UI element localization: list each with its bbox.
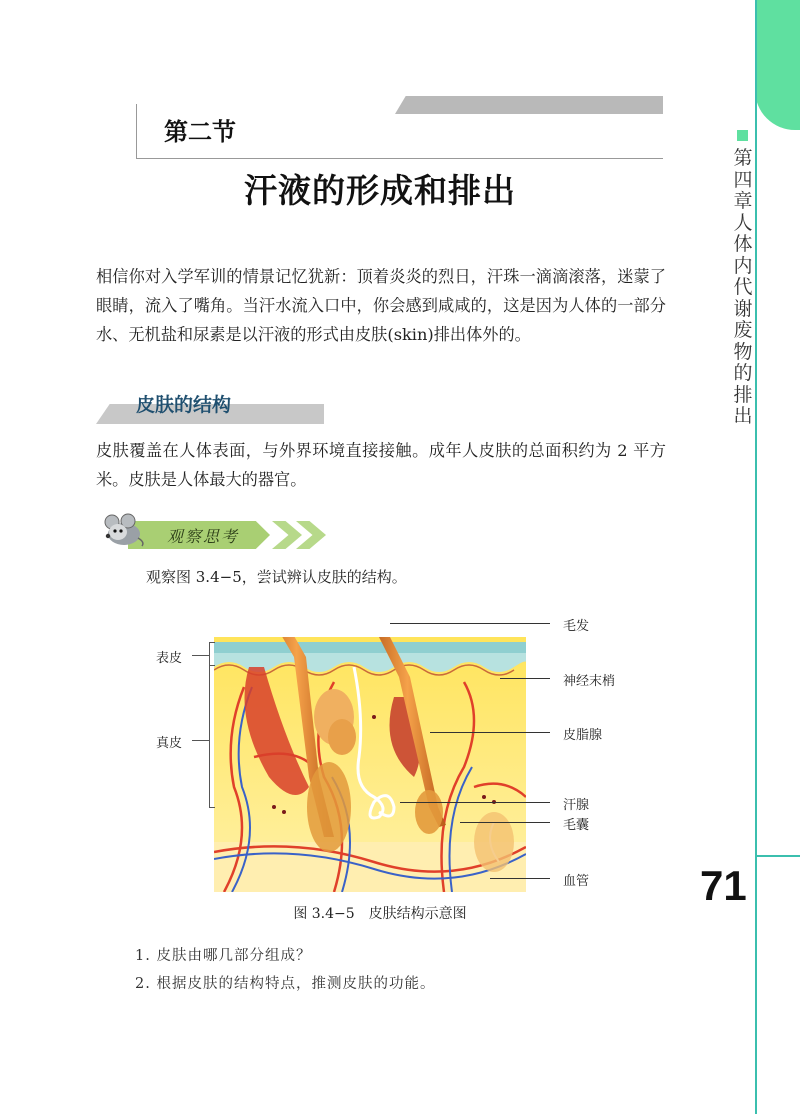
label-sweat-gland: 汗腺 bbox=[563, 798, 590, 813]
leader-line bbox=[430, 732, 550, 733]
leader-line bbox=[490, 878, 550, 879]
leader-line bbox=[460, 822, 550, 823]
label-hair-follicle: 毛囊 bbox=[563, 818, 590, 833]
figure-caption: 图 3.4−5 皮肤结构示意图 bbox=[293, 906, 467, 922]
label-dermis: 真皮 bbox=[156, 736, 183, 751]
page-number-rule bbox=[756, 855, 800, 857]
label-sebaceous-gland: 皮脂腺 bbox=[563, 728, 603, 743]
leader-line bbox=[500, 678, 550, 679]
skin-paragraph: 皮肤覆盖在人体表面，与外界环境直接接触。成年人皮肤的总面积约为 2 平方米。皮肤是人体最大的器官。 bbox=[96, 441, 666, 489]
bracket-line bbox=[209, 642, 210, 807]
chevron-icon bbox=[272, 521, 302, 549]
leader-line bbox=[192, 740, 209, 741]
label-epidermis: 表皮 bbox=[156, 651, 183, 666]
chapter-marker bbox=[737, 130, 748, 141]
chapter-title: 第四章 人体内代谢废物的排出 bbox=[733, 147, 753, 427]
page-title: 汗液的形成和排出 bbox=[244, 171, 516, 210]
label-blood-vessel: 血管 bbox=[563, 874, 590, 889]
leader-line bbox=[192, 655, 209, 656]
label-nerve-ending: 神经末梢 bbox=[563, 674, 616, 689]
observe-banner-label: 观察思考 bbox=[167, 527, 240, 546]
question-item: 1. 皮肤由哪几部分组成？ bbox=[135, 948, 312, 964]
intro-paragraph: 相信你对入学军训的情景记忆犹新：顶着炎炎的烈日，汗珠一滴滴滚落，迷蒙了眼睛，流入了嘴角。当汗水流入口中，你会感到咸咸的，这是因为人体的一部分水、无机盐和尿素是以汗液的形式由皮肤(skin)排出体外的。 bbox=[96, 267, 666, 344]
leader-line bbox=[390, 623, 550, 624]
bracket-tick bbox=[209, 642, 215, 643]
section-label: 第二节 bbox=[164, 118, 236, 146]
question-item: 2. 根据皮肤的结构特点，推测皮肤的功能。 bbox=[135, 976, 436, 992]
chapter-tab-decoration bbox=[755, 0, 800, 130]
page-number: 71 bbox=[700, 862, 747, 909]
bracket-tick bbox=[209, 665, 215, 666]
subsection-heading: 皮肤的结构 bbox=[136, 394, 232, 416]
observe-instruction: 观察图 3.4−5，尝试辨认皮肤的结构。 bbox=[146, 568, 407, 586]
leader-line bbox=[400, 802, 550, 803]
label-hair: 毛发 bbox=[563, 619, 590, 634]
mouse-mascot-icon bbox=[98, 512, 146, 548]
skin-structure-illustration bbox=[214, 637, 526, 892]
bracket-tick bbox=[209, 807, 215, 808]
